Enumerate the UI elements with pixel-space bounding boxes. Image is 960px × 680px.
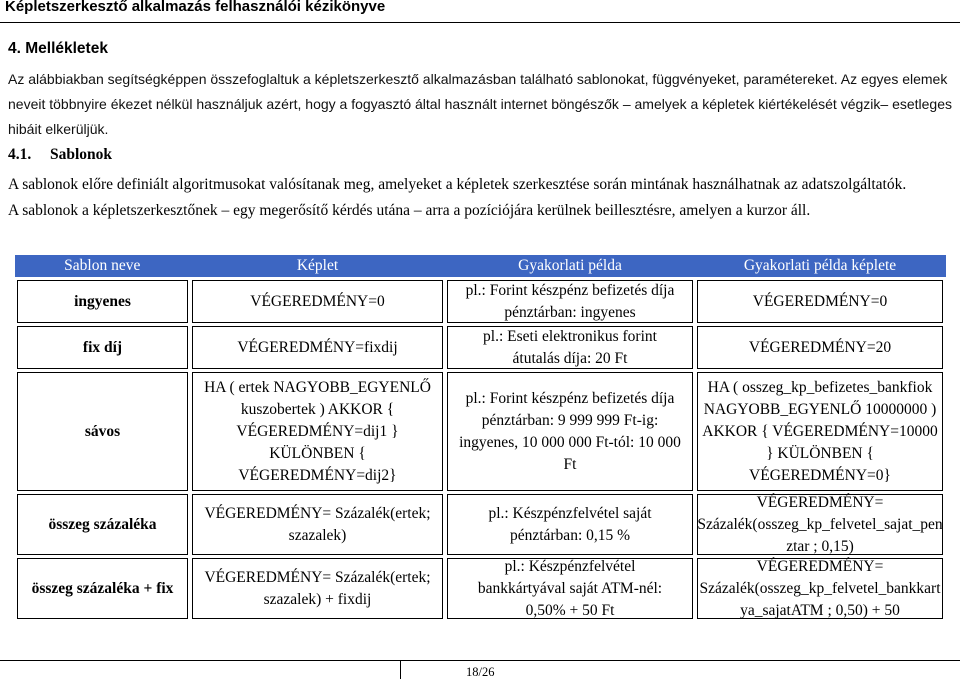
example-formula-cell: HA ( osszeg_kp_befizetes_bankfiok NAGYOBB_EGYENLŐ 10000000 ) AKKOR { VÉGEREDMÉNY=10000 } KÜLÖNBEN { VÉGEREDMÉNY=0}	[697, 372, 943, 491]
table-row	[15, 277, 945, 323]
example-cell: pl.: Készpénzfelvétel bankkártyával saját ATM-nél: 0,50% + 50 Ft	[447, 558, 693, 619]
formula-cell: VÉGEREDMÉNY=0	[192, 280, 443, 323]
templates-table	[15, 255, 946, 619]
subsection-title: Sablonok	[50, 146, 113, 163]
example-cell: pl.: Eseti elektronikus forint átutalás díja: 20 Ft	[447, 326, 693, 369]
template-name-cell: összeg százaléka	[17, 494, 188, 555]
page-number: 18/26	[466, 665, 495, 679]
table-row	[15, 491, 945, 555]
formula-cell: VÉGEREDMÉNY= Százalék(ertek; szazalek) + fixdij	[192, 558, 443, 619]
example-formula-cell: VÉGEREDMÉNY=20	[697, 326, 943, 369]
table-row	[15, 555, 945, 619]
column-header: Gyakorlati példa	[445, 255, 695, 277]
subsection-number: 4.1.	[8, 146, 32, 163]
table-row	[15, 369, 945, 491]
formula-cell: VÉGEREDMÉNY= Százalék(ertek; szazalek)	[192, 494, 443, 555]
example-cell: pl.: Készpénzfelvétel saját pénztárban: 0,15 %	[447, 494, 693, 555]
column-header: Sablon neve	[15, 255, 190, 277]
section-heading: 4. Mellékletek	[8, 40, 108, 57]
document-title: Képletszerkesztő alkalmazás felhasználói kézikönyve	[5, 0, 386, 15]
table-row	[15, 323, 945, 369]
column-header: Képlet	[190, 255, 445, 277]
example-formula-cell: VÉGEREDMÉNY= Százalék(osszeg_kp_felvetel_sajat_pen ztar ; 0,15)	[697, 493, 943, 555]
example-cell: pl.: Forint készpénz befizetés díja pénztárban: 9 999 999 Ft-ig: ingyenes, 10 000 000 Ft-tól: 10 000 Ft	[447, 372, 693, 491]
example-formula-cell: VÉGEREDMÉNY= Százalék(osszeg_kp_felvetel_bankkart ya_sajatATM ; 0,50) + 50	[697, 558, 943, 619]
formula-cell: HA ( ertek NAGYOBB_EGYENLŐ kuszobertek ) AKKOR { VÉGEREDMÉNY=dij1 } KÜLÖNBEN { VÉGEREDMÉNY=dij2}	[192, 372, 443, 491]
section-intro-paragraph: Az alábbiakban segítségképpen összefoglaltuk a képletszerkesztő alkalmazásban található sablonokat, függvényeket, paramétereket. Az egyes elemek neveit többnyire ékezet nélkül használjuk azért, hogy a fogyasztó által használt internet böngészők – amelyek a képletek kiértékelését végzik– esetleges hibáit elkerüljük.	[8, 71, 952, 137]
example-formula-cell: VÉGEREDMÉNY=0	[697, 280, 943, 323]
template-name-cell: fix díj	[17, 326, 188, 369]
table-header-row	[15, 255, 945, 277]
body-paragraph: A sablonok előre definiált algoritmusokat valósítanak meg, amelyeket a képletek szerkesztése során mintának használhatnak az adatszolgáltatók.	[8, 176, 907, 193]
column-header: Gyakorlati példa képlete	[695, 255, 945, 277]
formula-cell: VÉGEREDMÉNY=fixdij	[192, 326, 443, 369]
template-name-cell: sávos	[17, 372, 188, 491]
subsection-body	[8, 172, 960, 224]
template-name-cell: összeg százaléka + fix	[17, 558, 188, 619]
body-paragraph: A sablonok a képletszerkesztőnek – egy megerősítő kérdés utána – arra a pozíciójára kerülnek beillesztésre, amelyen a kurzor áll.	[8, 202, 811, 219]
subsection-heading	[8, 146, 112, 164]
footer-rule	[0, 660, 960, 661]
page-header	[0, 0, 960, 23]
template-name-cell: ingyenes	[17, 280, 188, 323]
example-cell: pl.: Forint készpénz befizetés díja pénztárban: ingyenes	[447, 280, 693, 323]
